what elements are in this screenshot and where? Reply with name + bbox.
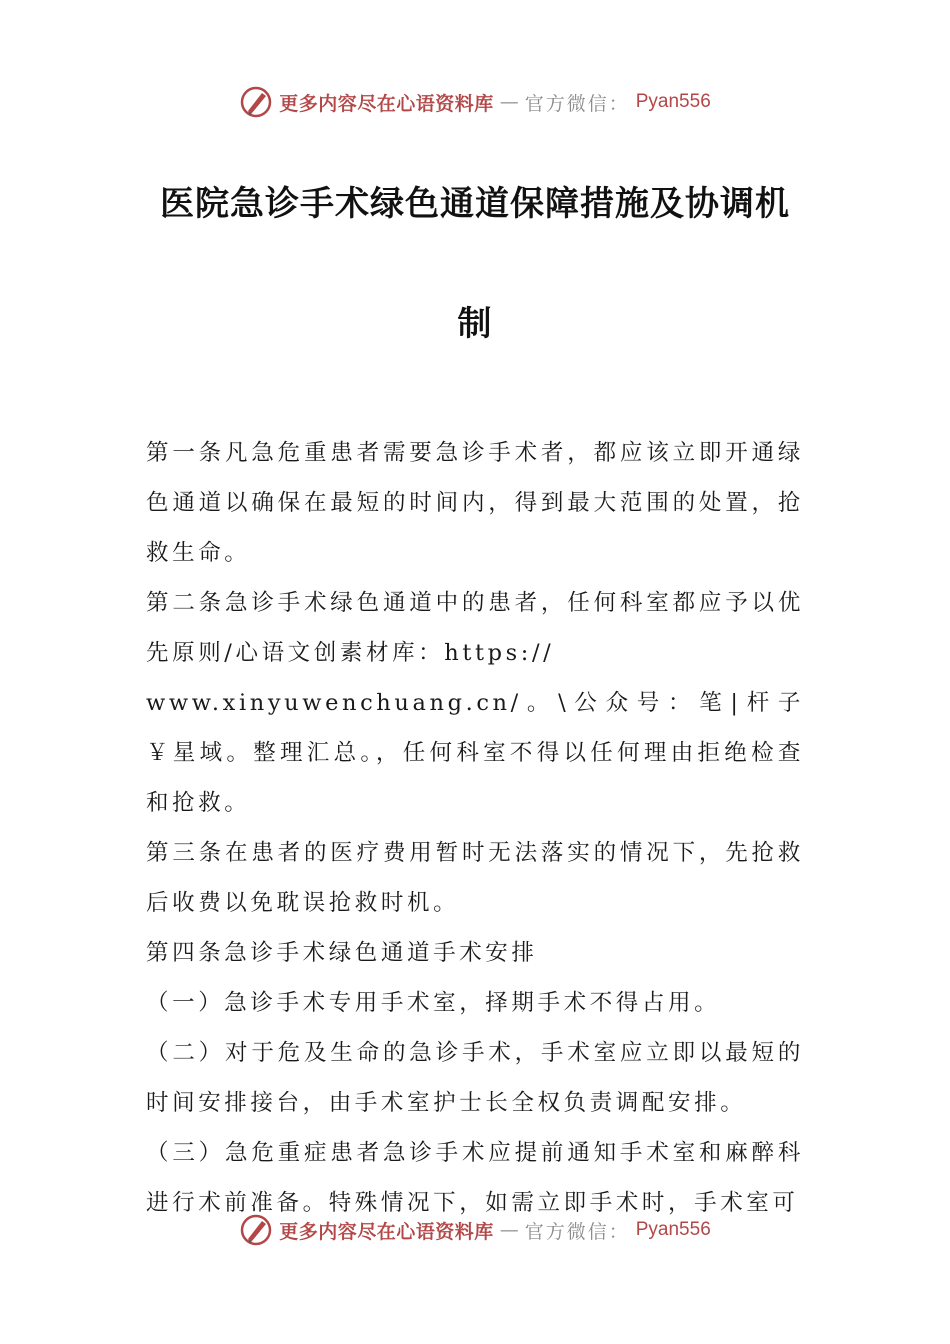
paragraph-article-2-part-1: 第二条急诊手术绿色通道中的患者，任何科室都应予以优先原则/心语文创素材库：https:// bbox=[146, 590, 804, 666]
pen-logo-icon bbox=[239, 85, 273, 119]
watermark-brand: 更多内容尽在心语资料库 bbox=[279, 1220, 494, 1243]
watermark-footer bbox=[0, 1210, 950, 1250]
document-body bbox=[146, 428, 804, 1228]
watermark-dash: — bbox=[499, 1219, 519, 1241]
pen-logo-icon bbox=[239, 1213, 273, 1247]
watermark-label: 官方微信： bbox=[524, 1220, 630, 1243]
document-title-line-2: 制 bbox=[457, 304, 493, 344]
paragraph-article-4: 第四条急诊手术绿色通道手术安排 bbox=[146, 940, 538, 966]
paragraph-item-1: （一）急诊手术专用手术室，择期手术不得占用。 bbox=[146, 990, 721, 1016]
paragraph-item-2: （二）对于危及生命的急诊手术，手术室应立即以最短的时间安排接台，由手术室护士长全权负责调配安排。 bbox=[146, 1040, 804, 1116]
watermark-brand: 更多内容尽在心语资料库 bbox=[279, 92, 494, 115]
watermark-wechat-id: Pyan556 bbox=[635, 1219, 711, 1240]
watermark-wechat-id: Pyan556 bbox=[635, 91, 711, 112]
paragraph-item-3: （三）急危重症患者急诊手术应提前通知手术室和麻醉科进行术前准备。特殊情况下，如需立即手术时，手术室可 bbox=[146, 1140, 804, 1216]
paragraph-article-1: 第一条凡急危重患者需要急诊手术者，都应该立即开通绿色通道以确保在最短的时间内，得到最大范围的处置，抢救生命。 bbox=[146, 440, 804, 566]
paragraph-article-3: 第三条在患者的医疗费用暂时无法落实的情况下，先抢救后收费以免耽误抢救时机。 bbox=[146, 840, 804, 916]
watermark-dash: — bbox=[499, 91, 519, 113]
watermark-header bbox=[0, 82, 950, 122]
watermark-label: 官方微信： bbox=[524, 92, 630, 115]
document-title-line-1: 医院急诊手术绿色通道保障措施及协调机 bbox=[160, 184, 790, 224]
paragraph-article-2-part-2: www.xinyuwenchuang.cn/。\公众号：笔|杆子￥星域。整理汇总。，任何科室不得以任何理由拒绝检查和抢救。 bbox=[146, 690, 804, 816]
